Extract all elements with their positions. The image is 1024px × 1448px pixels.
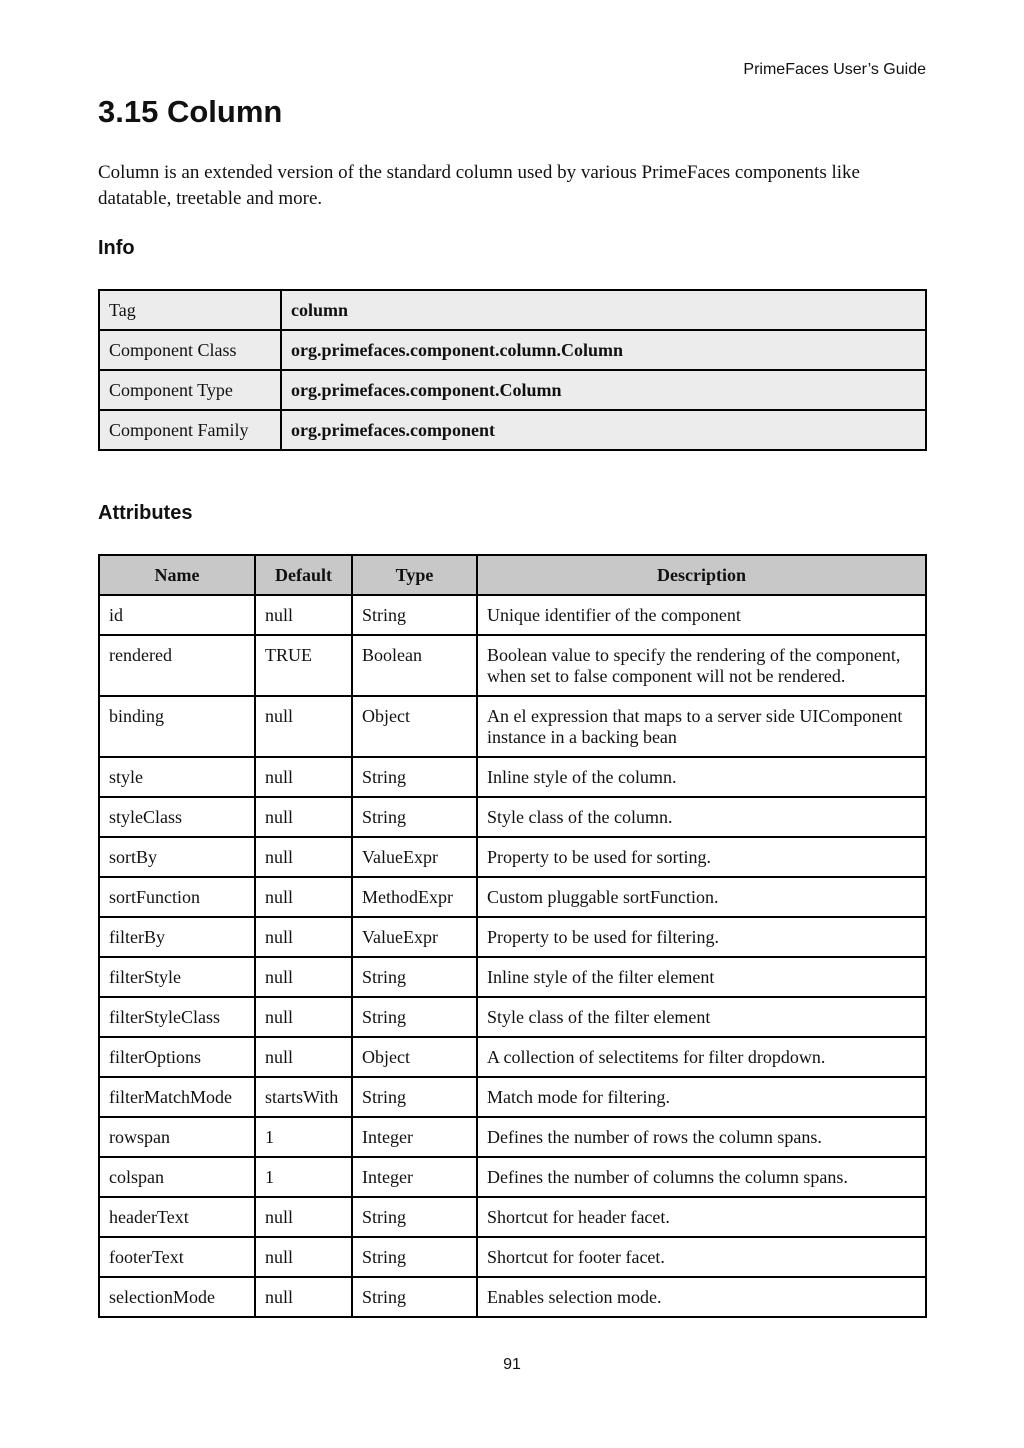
- attribute-description: Boolean value to specify the rendering of the component, when set to false component will not be rendered.: [477, 635, 926, 696]
- attribute-default: null: [255, 997, 352, 1037]
- attribute-type: Object: [352, 1037, 477, 1077]
- attribute-description: Shortcut for footer facet.: [477, 1237, 926, 1277]
- table-row: [99, 635, 926, 696]
- table-row: [99, 837, 926, 877]
- attribute-type: String: [352, 1077, 477, 1117]
- table-row: [99, 877, 926, 917]
- attribute-name: rendered: [99, 635, 255, 696]
- attribute-name: filterStyle: [99, 957, 255, 997]
- table-row: [99, 957, 926, 997]
- table-row: [99, 1197, 926, 1237]
- info-key: Tag: [99, 290, 281, 330]
- attribute-description: Inline style of the filter element: [477, 957, 926, 997]
- attribute-name: filterMatchMode: [99, 1077, 255, 1117]
- attribute-description: Property to be used for sorting.: [477, 837, 926, 877]
- attribute-type: String: [352, 1277, 477, 1317]
- attribute-default: null: [255, 917, 352, 957]
- attribute-type: String: [352, 997, 477, 1037]
- table-row: [99, 917, 926, 957]
- attribute-name: selectionMode: [99, 1277, 255, 1317]
- attribute-type: ValueExpr: [352, 837, 477, 877]
- attribute-default: null: [255, 877, 352, 917]
- attribute-type: String: [352, 957, 477, 997]
- attribute-description: Shortcut for header facet.: [477, 1197, 926, 1237]
- attribute-type: ValueExpr: [352, 917, 477, 957]
- attribute-name: filterStyleClass: [99, 997, 255, 1037]
- table-row: [99, 997, 926, 1037]
- attribute-description: Match mode for filtering.: [477, 1077, 926, 1117]
- attribute-description: Enables selection mode.: [477, 1277, 926, 1317]
- column-header-type: Type: [352, 555, 477, 595]
- info-row: [99, 370, 926, 410]
- running-header: PrimeFaces User’s Guide: [743, 61, 926, 78]
- section-title: 3.15 Column: [98, 94, 283, 129]
- attribute-type: String: [352, 595, 477, 635]
- attribute-default: startsWith: [255, 1077, 352, 1117]
- column-header-default: Default: [255, 555, 352, 595]
- attribute-type: Boolean: [352, 635, 477, 696]
- attribute-default: null: [255, 595, 352, 635]
- attribute-default: null: [255, 837, 352, 877]
- attribute-default: 1: [255, 1157, 352, 1197]
- attribute-description: A collection of selectitems for filter dropdown.: [477, 1037, 926, 1077]
- attribute-description: Defines the number of rows the column spans.: [477, 1117, 926, 1157]
- table-row: [99, 696, 926, 757]
- table-row: [99, 595, 926, 635]
- info-key: Component Type: [99, 370, 281, 410]
- attribute-default: TRUE: [255, 635, 352, 696]
- attribute-name: footerText: [99, 1237, 255, 1277]
- info-value: org.primefaces.component.Column: [281, 370, 926, 410]
- attribute-description: Inline style of the column.: [477, 757, 926, 797]
- attribute-type: String: [352, 757, 477, 797]
- attributes-table-body: [99, 595, 926, 1317]
- info-table: [98, 289, 927, 451]
- attribute-type: Object: [352, 696, 477, 757]
- attribute-name: headerText: [99, 1197, 255, 1237]
- attribute-type: MethodExpr: [352, 877, 477, 917]
- table-row: [99, 1117, 926, 1157]
- attribute-default: null: [255, 1197, 352, 1237]
- attribute-description: Style class of the filter element: [477, 997, 926, 1037]
- column-header-name: Name: [99, 555, 255, 595]
- table-row: [99, 1237, 926, 1277]
- attribute-type: String: [352, 797, 477, 837]
- attribute-default: null: [255, 797, 352, 837]
- attribute-default: null: [255, 696, 352, 757]
- attribute-default: 1: [255, 1117, 352, 1157]
- info-heading: Info: [98, 237, 135, 259]
- attribute-name: rowspan: [99, 1117, 255, 1157]
- page-number: 91: [503, 1356, 521, 1373]
- attribute-type: String: [352, 1197, 477, 1237]
- info-key: Component Family: [99, 410, 281, 450]
- attribute-default: null: [255, 1037, 352, 1077]
- attributes-heading: Attributes: [98, 502, 193, 524]
- attribute-name: styleClass: [99, 797, 255, 837]
- attribute-name: sortBy: [99, 837, 255, 877]
- attributes-table: [98, 554, 927, 1318]
- attributes-table-header: [99, 555, 926, 595]
- attribute-name: style: [99, 757, 255, 797]
- attribute-name: colspan: [99, 1157, 255, 1197]
- attribute-description: Style class of the column.: [477, 797, 926, 837]
- attribute-description: Custom pluggable sortFunction.: [477, 877, 926, 917]
- attribute-default: null: [255, 1237, 352, 1277]
- table-row: [99, 757, 926, 797]
- attribute-name: filterBy: [99, 917, 255, 957]
- table-row: [99, 1037, 926, 1077]
- attribute-description: An el expression that maps to a server side UIComponent instance in a backing bean: [477, 696, 926, 757]
- column-header-description: Description: [477, 555, 926, 595]
- info-value: org.primefaces.component.column.Column: [281, 330, 926, 370]
- header-row: [99, 555, 926, 595]
- info-value: column: [281, 290, 926, 330]
- info-row: [99, 290, 926, 330]
- attribute-name: binding: [99, 696, 255, 757]
- attribute-type: String: [352, 1237, 477, 1277]
- info-row: [99, 410, 926, 450]
- info-row: [99, 330, 926, 370]
- info-value: org.primefaces.component: [281, 410, 926, 450]
- table-row: [99, 1157, 926, 1197]
- table-row: [99, 1277, 926, 1317]
- attribute-name: id: [99, 595, 255, 635]
- attribute-description: Property to be used for filtering.: [477, 917, 926, 957]
- table-row: [99, 1077, 926, 1117]
- attribute-default: null: [255, 957, 352, 997]
- attribute-type: Integer: [352, 1157, 477, 1197]
- attribute-description: Defines the number of columns the column spans.: [477, 1157, 926, 1197]
- attribute-type: Integer: [352, 1117, 477, 1157]
- info-table-body: [99, 290, 926, 450]
- intro-paragraph: Column is an extended version of the standard column used by various PrimeFaces components like datatable, treetable and more.: [98, 162, 860, 209]
- attribute-description: Unique identifier of the component: [477, 595, 926, 635]
- attribute-name: filterOptions: [99, 1037, 255, 1077]
- table-row: [99, 797, 926, 837]
- attribute-name: sortFunction: [99, 877, 255, 917]
- attribute-default: null: [255, 1277, 352, 1317]
- attribute-default: null: [255, 757, 352, 797]
- info-key: Component Class: [99, 330, 281, 370]
